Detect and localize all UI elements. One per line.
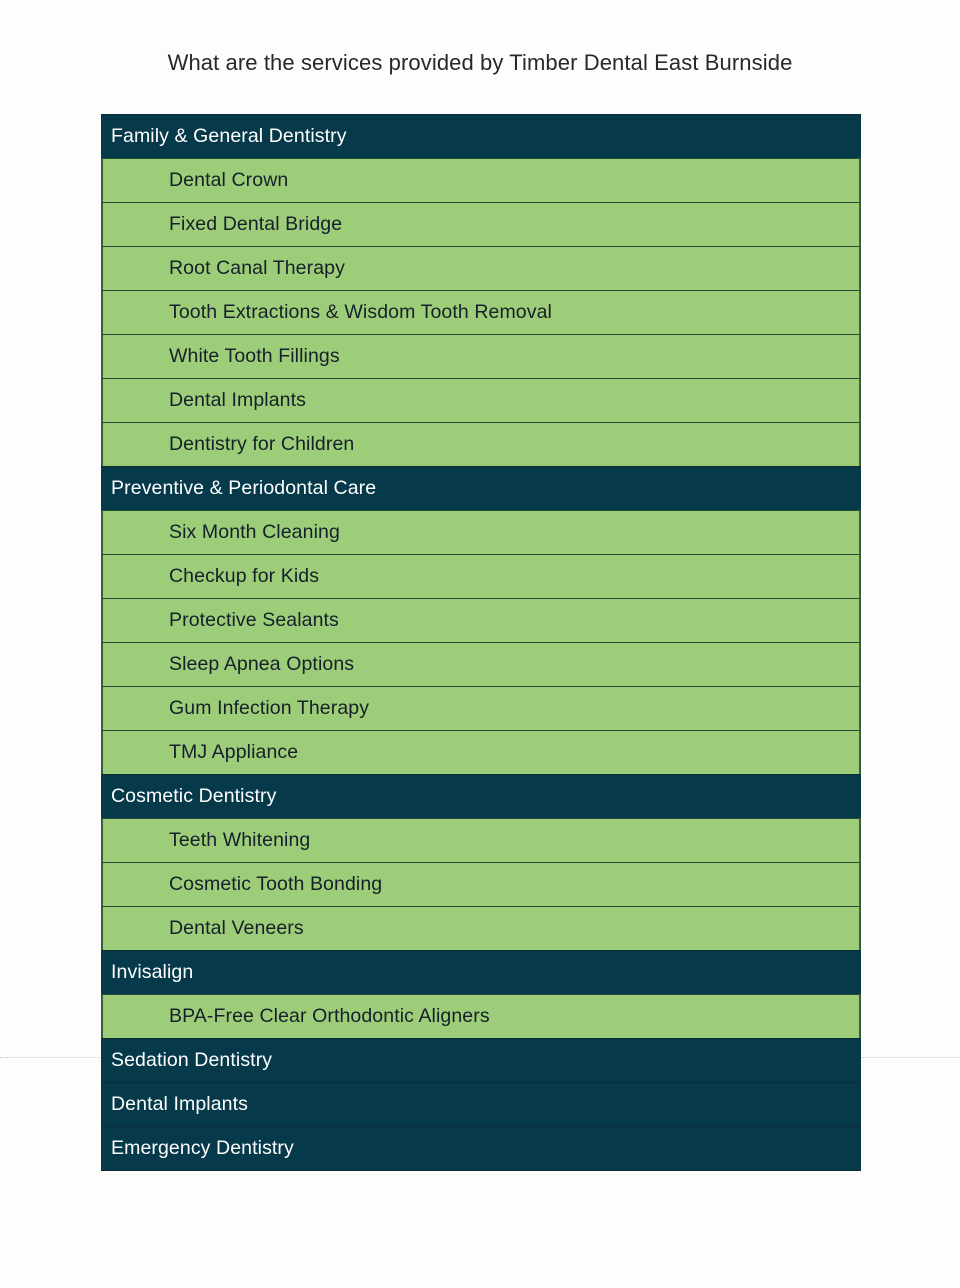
category-header-label: Preventive & Periodontal Care <box>111 477 377 499</box>
service-row[interactable] <box>101 422 861 467</box>
service-row[interactable] <box>101 730 861 775</box>
category-header-label: Invisalign <box>111 961 194 983</box>
category-header-label: Family & General Dentistry <box>111 125 347 147</box>
service-row-label: Teeth Whitening <box>169 829 311 851</box>
category-header-row[interactable] <box>101 466 861 511</box>
service-row[interactable] <box>101 246 861 291</box>
category-header-label: Sedation Dentistry <box>111 1049 273 1071</box>
service-row[interactable] <box>101 818 861 863</box>
service-row-label: Dental Crown <box>169 169 289 191</box>
category-header-row[interactable] <box>101 1126 861 1171</box>
service-row[interactable] <box>101 202 861 247</box>
service-row[interactable] <box>101 906 861 951</box>
service-row[interactable] <box>101 290 861 335</box>
category-header-row[interactable] <box>101 1082 861 1127</box>
service-row[interactable] <box>101 642 861 687</box>
service-row-label: Sleep Apnea Options <box>169 653 355 675</box>
service-row[interactable] <box>101 994 861 1039</box>
service-row-label: Root Canal Therapy <box>169 257 345 279</box>
category-header-row[interactable] <box>101 950 861 995</box>
service-row[interactable] <box>101 598 861 643</box>
service-row[interactable] <box>101 334 861 379</box>
service-row[interactable] <box>101 686 861 731</box>
service-row[interactable] <box>101 158 861 203</box>
service-row-label: Checkup for Kids <box>169 565 320 587</box>
category-header-label: Emergency Dentistry <box>111 1137 294 1159</box>
service-row[interactable] <box>101 554 861 599</box>
category-header-label: Cosmetic Dentistry <box>111 785 277 807</box>
service-row[interactable] <box>101 378 861 423</box>
service-row[interactable] <box>101 510 861 555</box>
service-row[interactable] <box>101 862 861 907</box>
service-row-label: Cosmetic Tooth Bonding <box>169 873 383 895</box>
services-table <box>101 114 861 1171</box>
category-header-row[interactable] <box>101 114 861 159</box>
service-row-label: Tooth Extractions & Wisdom Tooth Removal <box>169 301 552 323</box>
service-row-label: BPA-Free Clear Orthodontic Aligners <box>169 1005 490 1027</box>
category-header-row[interactable] <box>101 1038 861 1083</box>
service-row-label: Dentistry for Children <box>169 433 355 455</box>
service-row-label: Six Month Cleaning <box>169 521 340 543</box>
service-row-label: Gum Infection Therapy <box>169 697 370 719</box>
service-row-label: Protective Sealants <box>169 609 339 631</box>
service-row-label: White Tooth Fillings <box>169 345 340 367</box>
service-row-label: Fixed Dental Bridge <box>169 213 343 235</box>
category-header-row[interactable] <box>101 774 861 819</box>
service-row-label: Dental Implants <box>169 389 306 411</box>
category-header-label: Dental Implants <box>111 1093 248 1115</box>
service-row-label: Dental Veneers <box>169 917 304 939</box>
page-title: What are the services provided by Timber Dental East Burnside <box>167 50 793 75</box>
service-row-label: TMJ Appliance <box>169 741 299 763</box>
